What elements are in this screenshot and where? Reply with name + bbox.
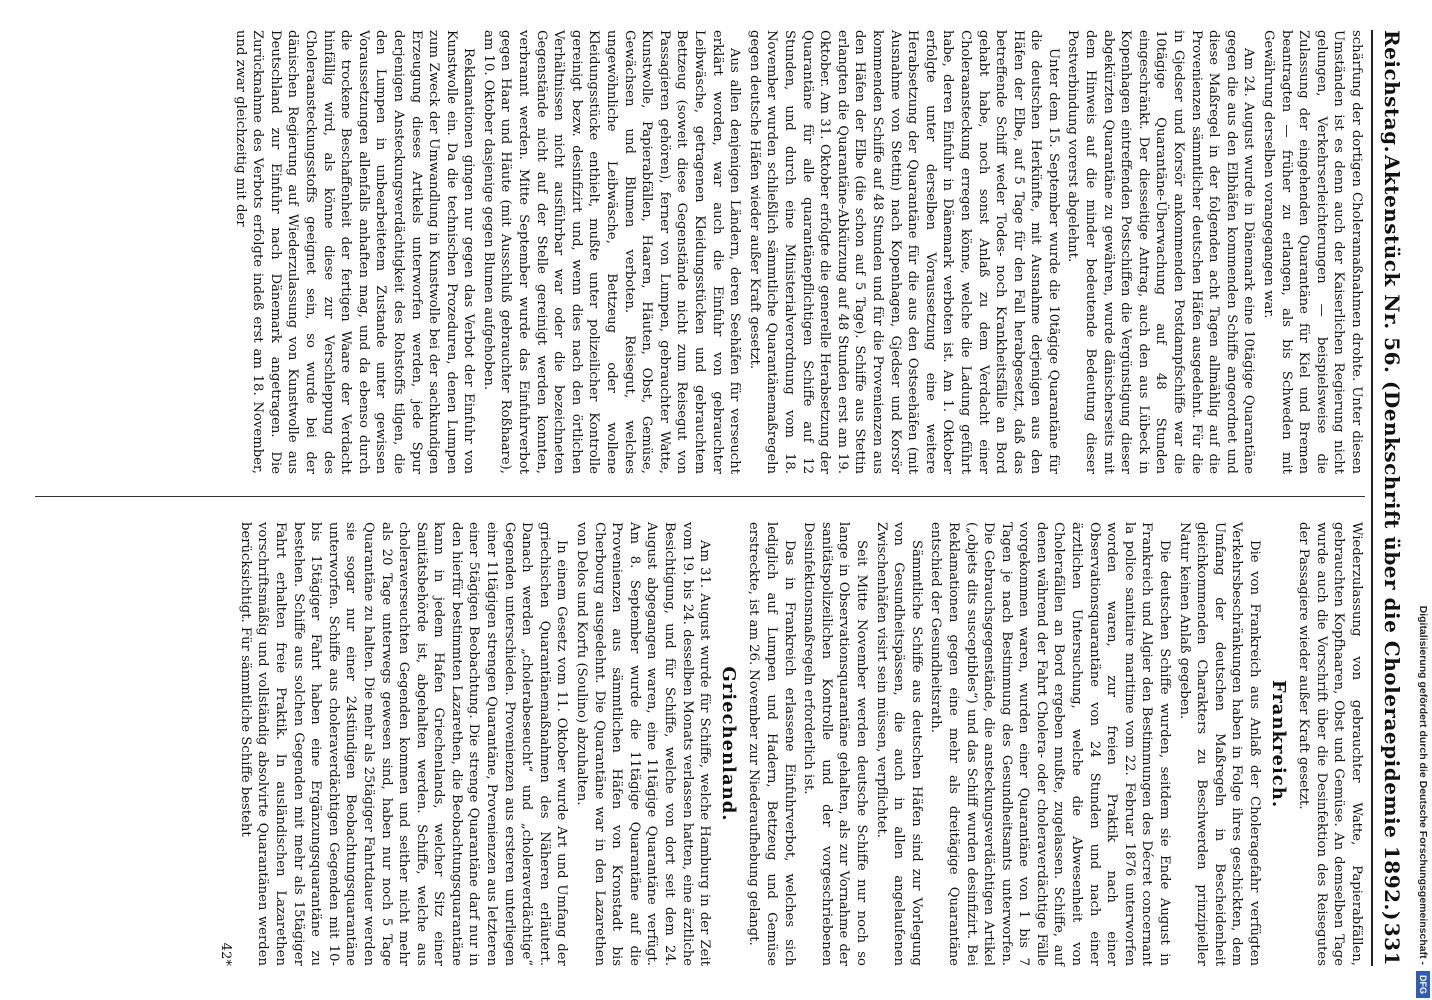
- rotated-document-page: [13, 8, 1413, 988]
- column-divider: [35, 496, 1365, 497]
- page-number: 331: [1380, 922, 1404, 966]
- france-paragraph: Die deutschen Schiffe wurden, seitdem sie Ende August in Frankreich und Algier den Bestimmungen des Décret concernant la police sanitaire maritime vom 22. Februar 1876 unterworfen worden waren, zur freien Praktik nach einer Observationsquarantäne von 24 Stunden und nach einer ärztlichen Untersuchung, welche die Abwesenheit von Cholerafällen an Bord ergeben mußte, zugelassen. Schiffe, auf denen während der Fahrt Cholera- oder choleraverdächtige Fälle vorgekommen waren, wurden einer Quarantäne von 1 bis 7 Tagen je nach Bestimmung des Gesundheitsamts unterworfen. Die Gebrauchsgegenstände, die ansteckungsverdächtigen Artikel („objets dits susceptibles“) und das Schiff wurden desinfizirt. Bei Reklamationen gegen eine mehr als dreitägige Quarantäne entschied der Gesundheitsrath.: [928, 522, 1173, 966]
- france-paragraph: Das in Frankreich erlassene Einfuhrverbot, welches sich lediglich auf Lumpen und Hadern, Bettzeug und Gemüse erstreckte, ist am 26. November zur Niederaufhebung gelangt.: [746, 522, 797, 966]
- header-left: Reichstag.: [1380, 30, 1404, 154]
- section-heading-france: Frankreich.: [1267, 679, 1289, 809]
- left-paragraph: Am 24. August wurde in Dänemark eine 10tägige Quarantäne gegen die aus den Elbhäfen kommenden Schiffe angeordnet und diese Maßregel in der folgenden acht Tagen allmählig auf die Provenienzen sämmtlicher deutschen Häfen ausgedehnt. Für die in Gjedser und Korsör ankommenden Postdampfschiffe war die 10tägige Quarantäne-Überwachung auf 48 Stunden eingeschränkt. Der diesseitige Antrag, auch den aus Lübeck in Kopenhagen eintreffenden Postschiffen die Vergünstigung dieser abgekürzten Quarantäne zu gewähren, wurde dänischerseits mit dem Hinweis auf die minder bedeutende Bedeutung dieser Postverbindung vorerst abgelehnt.: [1065, 30, 1257, 474]
- left-paragraph: Reklamationen gingen nur gegen das Verbot der Einfuhr von Kunstwolle ein. Da die technischen Prozeduren, denen Lumpen zum Zweck der Umwandlung in Kunstwolle bei der sachkundigen Erzeugung dieses Artikels unterworfen werden, jede Spur derjenigen Ansteckungsverdächtigkeit des Rohstoffs tilgen, die den Lumpen in unbearbeitetem Zustande unter gewissen Voraussetzungen allenfalls anhaften mag, und da ebenso durch die trockene Beschaffenheit der fertigen Waare der Verdacht hinfällig wird, als könne diese zur Verschleppung des Choleraansteckungsstoffs geeignet sein, so wurde bei der dänischen Regierung auf Wiederzulassung von Kunstwolle aus Deutschland zur Einfuhr nach Dänemark angetragen. Die Zurücknahme des Verbots erfolgte indeß erst am 18. November, und zwar gleichzeitig mit der: [232, 30, 477, 474]
- left-paragraph: Unter dem 15. September wurde die 10tägige Quarantäne für die deutschen Herkünfte, mit Ausnahme derjenigen aus den Häfen der Elbe, auf 5 Tage für den Fall herabgesetzt, daß das betreffende Schiff weder Todes- noch Krankheitsfälle an Bord gehabt habe, noch sonst Anlaß zu dem Verdacht einer Choleraansteckung erregen könne, welche die Ladung geführt habe, deren Einfuhr in Dänemark verboten ist. Am 1. Oktober erfolgte unter derselben Voraussetzung eine weitere Herabsetzung der Quarantäne für die aus den Ostseehäfen (mit Ausnahme von Stettin) nach Kopenhagen, Gjedser und Korsör kommenden Schiffe auf 48 Stunden und für die Provenienzen aus den Häfen der Elbe (die schon auf 5 Tage). Schiffe aus Stettin erlangten die Quarantäne-Abkürzung auf 48 Stunden erst am 19. Oktober. Am 31. Oktober erfolgte die generelle Herabsetzung der Quarantäne für alle quarantänepflichtigen Schiffe auf 12 Stunden, und durch eine Ministerialverordnung vom 18. November wurden schließlich sämmtliche Quarantänemaßregeln gegen deutsche Häfen wieder außer Kraft gesetzt.: [746, 30, 1061, 474]
- right-column: [217, 522, 1365, 966]
- section-heading-greece: Griechenland.: [717, 666, 739, 822]
- france-paragraph: Die von Frankreich aus Anlaß der Choleragefahr verfügten Verkehrsbeschränkungen haben in Folge ihres geschickten, dem Umfang der deutschen Maßregeln in Bescheidenheit gleichkommenden Charakters zu Beschwerden prinzipieller Natur keinen Anlaß gegeben.: [1176, 522, 1263, 966]
- header-rule: [1371, 30, 1373, 966]
- left-paragraph: Aus allen denjenigen Ländern, deren Seehäfen für verseucht erklärt worden, war auch die Einfuhr von gebrauchter Leibwäsche, getragenen Kleidungsstücken und gebrauchtem Bettzeug (soweit diese Gegenstände nicht zum Reisegut von Passagieren gehören), ferner von Lumpen, gebrauchter Watte, Kunstwolle, Papierabfällen, Haaren, Häuten, Obst, Gemüse, Gewächsen und Blumen verboten. Reisegut, welches ungewöhnliche Leibwäsche, Bettzeug oder wollene Kleidungsstücke enthielt, mußte unter polizeilicher Kontrolle gereinigt bezw. desinfizirt und, wenn dies nach den örtlichen Verhältnissen nicht ausführbar war oder die bezeichneten Gegenstände nicht auf der Stelle gereinigt werden konnten, verbrannt werden. Mitte September wurde das Einfuhrverbot gegen Haar und Häute (mit Ausschluß gebrauchter Roßhaare), am 10. Oktober dasjenige gegen Blumen aufgehoben.: [480, 30, 743, 474]
- france-paragraph: Seit Mitte November werden deutsche Schiffe nur noch so lange in Observationsquarantäne gehalten, als zur Vornahme der sanitätspolizeilichen Kontrolle und der vorgeschriebenen Desinfektionsmaßregeln erforderlich ist.: [801, 522, 869, 966]
- digitization-credit: [1414, 2, 1432, 998]
- france-paragraph: Sämmtliche Schiffe aus deutschen Häfen sind zur Vorlegung von Gesundheitspässen, die auch in allen angelaufenen Zwischenhäfen visirt sein müssen, verpflichtet.: [873, 522, 924, 966]
- dfg-logo: DFG: [1416, 971, 1430, 998]
- credit-text: Digitalisierung gefördert durch die Deutsche Forschungsgemeinschaft -: [1417, 605, 1429, 965]
- left-paragraph: schärfung der dortigen Choleramaßnahmen drohte. Unter diesen Umständen ist es denn auch der Kaiserlichen Regierung nicht gelungen, Verkehrserleichterungen — beispielsweise die Zulassung der eingehenden Quarantäne für Kiel und Bremen beantragten — früher zu erlangen, als bis Schweden mit Gewährung derselben vorangegangen war.: [1261, 30, 1364, 474]
- sheet-signature: 42*: [218, 942, 234, 966]
- page-header: [1379, 30, 1405, 966]
- greece-paragraph: In einem Gesetz vom 11. Oktober wurde Art und Umfang der griechischen Quarantänemaßnahmen des Näheren erläutert. Danach werden „cholerabeseucht“ und „choleraverdächtige“ Gegenden unterschieden. Provenienzen aus ersteren unterliegen einer 11tägigen strengen Quarantäne, Provenienzen aus letzteren einer 5tägigen Beobachtung. Die strenge Quarantäne darf nur in den hierfür bestimmten Lazarethen, die Beobachtungsquarantäne kann in jedem Hafen Griechenlands, welcher Sitz einer Sanitätsbehörde ist, abgehalten werden. Schiffe, welche aus choleraverseuchten Gegenden kommen und seither nicht mehr als 20 Tage unterwegs gewesen sind, haben nur noch 5 Tage Quarantäne zu halten. Die mehr als 25tägiger Fahrtdauer werden sie sogar nur einer 24stündigen Beobachtungsquarantäne unterworfen. Schiffe aus choleraverdächtigen Gegenden mit 10- bis 15tägiger Fahrt haben eine Ergänzungsquarantäne zu bestehen. Schiffe aus solchen Gegenden mit mehr als 15tägiger Fahrt erhalten freie Praktik. In ausländischen Lazarethen vorschriftsmäßig und vollständig absolvirte Quarantänen werden berücksichtigt. Für sämmtliche Schiffe besteht: [237, 522, 570, 966]
- greece-paragraph: Am 31. August wurde für Schiffe, welche Hamburg in der Zeit vom 19. bis 24. desselben Monats verlassen hatten, eine ärztliche Besichtigung, und für Schiffe, welche von dort seit dem 24. August abgegangen waren, eine 11tägige Quarantäne verfügt. Am 8. September wurde die 11tägige Quarantäne auf die Provenienzen aus sämmtlichen Häfen von Kronstadt bis Cherbourg ausgedehnt. Die Quarantäne war in den Lazarethen von Delos und Korfu (Soulino) abzuhalten.: [574, 522, 713, 966]
- header-title: Aktenstück Nr. 56. (Denkschrift über die Choleraepidemie 1892.): [1380, 154, 1404, 921]
- right-paragraph: Wiederzulassung von gebrauchter Watte, Papierabfällen, gebrauchten Kopfhaaren, Obst und Gemüse. An demselben Tage wurde auch die Vorschrift über die Desinfektion des Reisegutes der Passagiere wieder außer Kraft gesetzt.: [1296, 522, 1364, 966]
- left-column: [229, 30, 1365, 474]
